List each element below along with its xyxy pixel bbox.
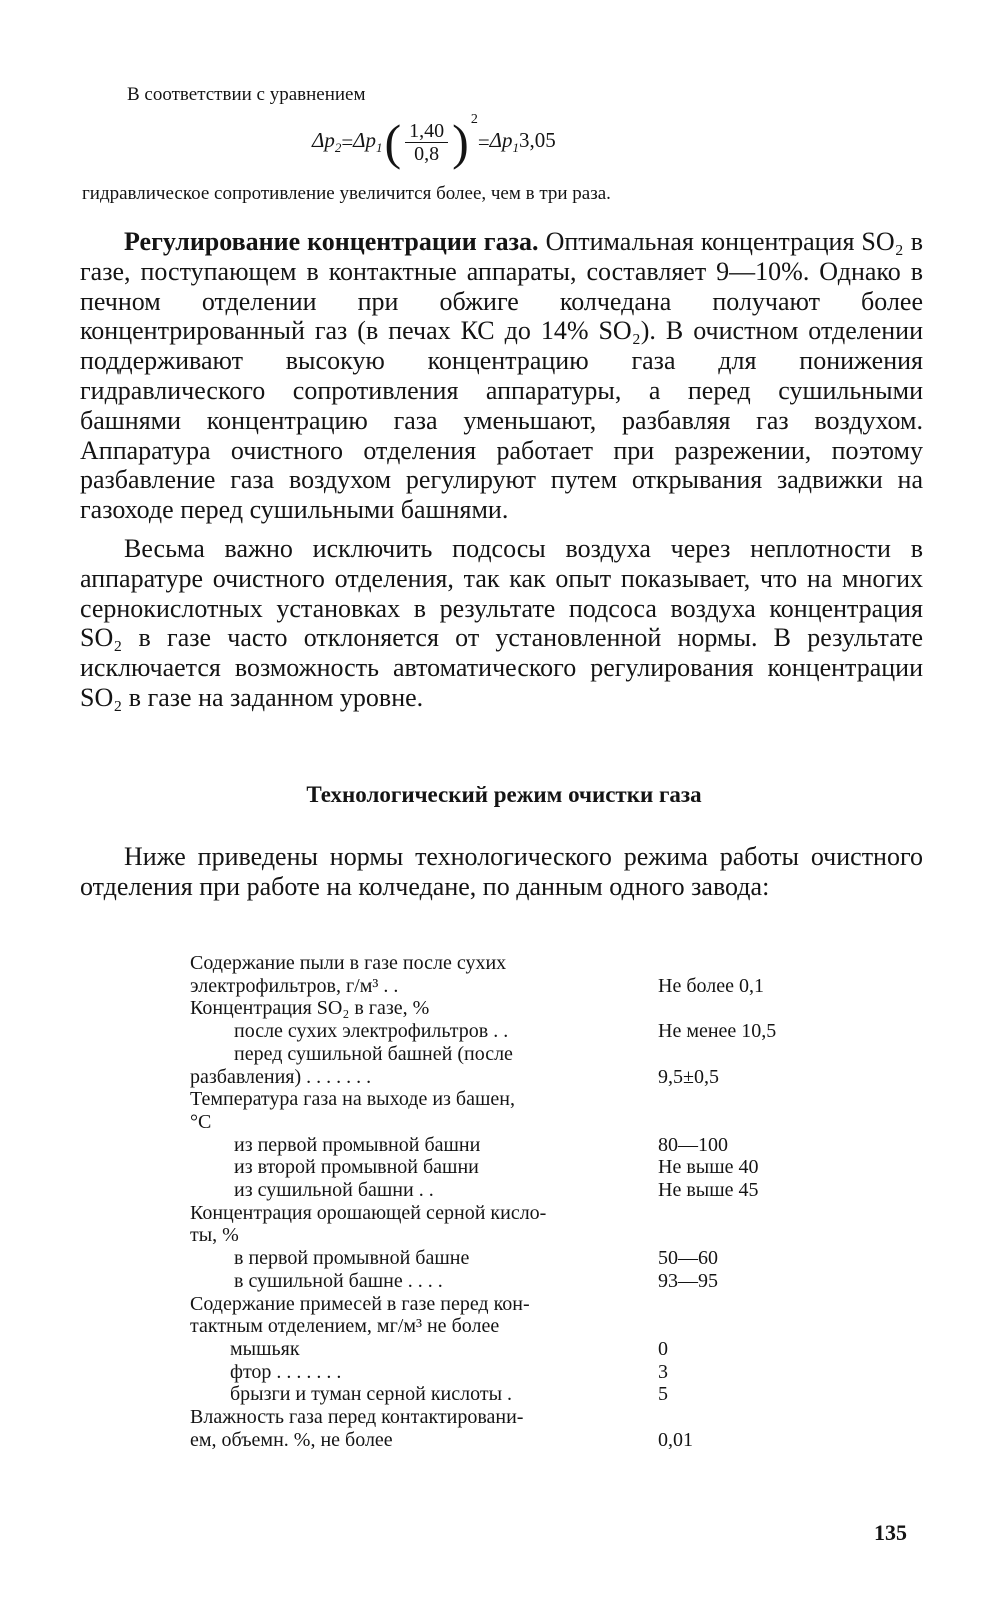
table-row — [190, 1361, 810, 1384]
row-label: из первой промывной башни — [234, 1133, 481, 1156]
row-value: Не менее 10,5 — [658, 1020, 777, 1043]
table-row — [190, 1202, 810, 1225]
row-label: Температура газа на выходе из башен, — [190, 1088, 515, 1111]
row-value: Не выше 40 — [658, 1156, 759, 1179]
row-label: электрофильтров, г/м³ . . — [190, 974, 399, 997]
row-value — [636, 1224, 658, 1247]
row-value: Не выше 45 — [658, 1179, 759, 1202]
row-value — [636, 1315, 658, 1338]
table-row — [190, 1247, 810, 1270]
table-row — [190, 1020, 810, 1043]
paragraph-norms-intro: Ниже приведены нормы технологического режима работы очистного отделения при работе на колчедане, по данным одного завода: — [80, 842, 923, 901]
paragraph-gas-concentration — [80, 227, 923, 525]
row-label: после сухих электрофильтров . . — [234, 1020, 509, 1043]
row-value: 0,01 — [658, 1428, 693, 1451]
row-value — [636, 1111, 658, 1134]
row-value: 80—100 — [658, 1133, 728, 1156]
row-label: Содержание пыли в газе после сухих — [190, 952, 507, 974]
row-label: из второй промывной башни — [234, 1156, 479, 1179]
row-label: ты, % — [190, 1224, 239, 1247]
table-row — [190, 952, 810, 975]
row-label: брызги и туман серной кислоты . — [230, 1383, 513, 1406]
table-row — [190, 1134, 810, 1157]
row-label: из сушильной башни . . — [234, 1179, 434, 1202]
table-row — [190, 975, 810, 998]
section-title: Регулирование концентрации газа. — [124, 227, 539, 256]
section-text: Оптимальная концентрация SO₂ в газе, поступающем в контактные аппараты, составляет 9—10%. Однако в печном отделении при обжиге колчедана получают более концентрированный газ (в печах КС до 14% SO₂). В очистном отделении поддерживают высокую концентрацию газа для понижения гидравлического сопротивления аппаратуры, а перед сушильными башнями концентрацию газа уменьшают, разбавляя газ воздухом. Аппаратура очистного отделения работает при разрежении, поэтому разбавление газа воздухом регулируют путем открывания задвижки на газоходе перед сушильными башнями. — [80, 227, 924, 525]
fraction — [405, 120, 448, 165]
table-row — [190, 997, 810, 1020]
page-number: 135 — [874, 1520, 907, 1545]
row-label: мышьяк — [230, 1337, 300, 1360]
row-value — [636, 952, 658, 975]
row-label: Содержание примесей в газе перед кон- — [190, 1292, 530, 1315]
row-value — [636, 1293, 658, 1316]
table-row — [190, 1315, 810, 1338]
row-value: 0 — [658, 1337, 668, 1360]
paragraph-air-leaks: Весьма важно исключить подсосы воздуха через неплотности в аппаратуре очистного отделения, так как опыт показывает, что на многих сернокислотных установках в результате подсоса воздуха концентрация SO₂ в газе часто отклоняется от установленной нормы. В результате исключается возможность автоматического регулирования концентрации SO₂ в газе на заданном уровне. — [80, 534, 923, 712]
row-label: Концентрация SO₂ в газе, % — [190, 997, 430, 1020]
table-row — [190, 1224, 810, 1247]
open-paren: ( — [384, 114, 402, 170]
row-label: перед сушильной башней (после — [234, 1042, 513, 1065]
equals-sign-2: = — [477, 129, 490, 154]
norms-table — [190, 952, 810, 1451]
table-row — [190, 1406, 810, 1429]
intro-text: В соответствии с уравнением — [127, 84, 366, 105]
fraction-numerator: 1,40 — [405, 120, 448, 143]
table-row — [190, 1338, 810, 1361]
equation — [312, 110, 556, 174]
table-row — [190, 1156, 810, 1179]
table-row — [190, 1270, 810, 1293]
row-label: Концентрация орошающей серной кисло- — [190, 1201, 547, 1224]
row-value: Не более 0,1 — [658, 974, 764, 997]
table-row — [190, 1111, 810, 1134]
equation-lhs: $\Delta p_2$ — [312, 128, 342, 155]
row-value — [636, 997, 658, 1020]
row-label: фтор . . . . . . . — [230, 1360, 342, 1383]
after-formula-text: гидравлическое сопротивление увеличится более, чем в три раза. — [82, 183, 611, 204]
table-row — [190, 1293, 810, 1316]
row-label: в первой промывной башне — [234, 1247, 470, 1270]
table-row — [190, 1043, 810, 1066]
row-value: 50—60 — [658, 1247, 718, 1270]
equation-rhs-var: $\Delta p_1$ — [353, 128, 383, 155]
equals-sign: = — [341, 129, 354, 154]
table-row — [190, 1429, 810, 1452]
row-label: в сушильной башне . . . . — [234, 1269, 443, 1292]
close-paren: ) — [452, 114, 469, 170]
row-value: 3 — [658, 1360, 668, 1383]
table-row — [190, 1088, 810, 1111]
row-label: °С — [190, 1110, 212, 1133]
row-label: тактным отделением, мг/м³ не более — [190, 1315, 500, 1338]
table-row — [190, 1383, 810, 1406]
row-label: ем, объемн. %, не более — [190, 1428, 393, 1451]
exponent: 2 — [470, 112, 478, 127]
row-label: разбавления) . . . . . . . — [190, 1065, 372, 1088]
row-value — [636, 1202, 658, 1225]
equation-result: $\Delta p_13,05$ — [489, 128, 556, 155]
section-heading: Технологический режим очистки газа — [306, 782, 702, 807]
row-value — [636, 1088, 658, 1111]
table-row — [190, 1179, 810, 1202]
row-value — [636, 1406, 658, 1429]
fraction-denominator: 0,8 — [414, 142, 440, 165]
row-value: 9,5±0,5 — [658, 1065, 719, 1088]
row-label: Влажность газа перед контактировани- — [190, 1406, 524, 1429]
row-value: 5 — [658, 1383, 668, 1406]
row-value — [636, 1043, 658, 1066]
table-row — [190, 1066, 810, 1089]
row-value: 93—95 — [658, 1269, 718, 1292]
